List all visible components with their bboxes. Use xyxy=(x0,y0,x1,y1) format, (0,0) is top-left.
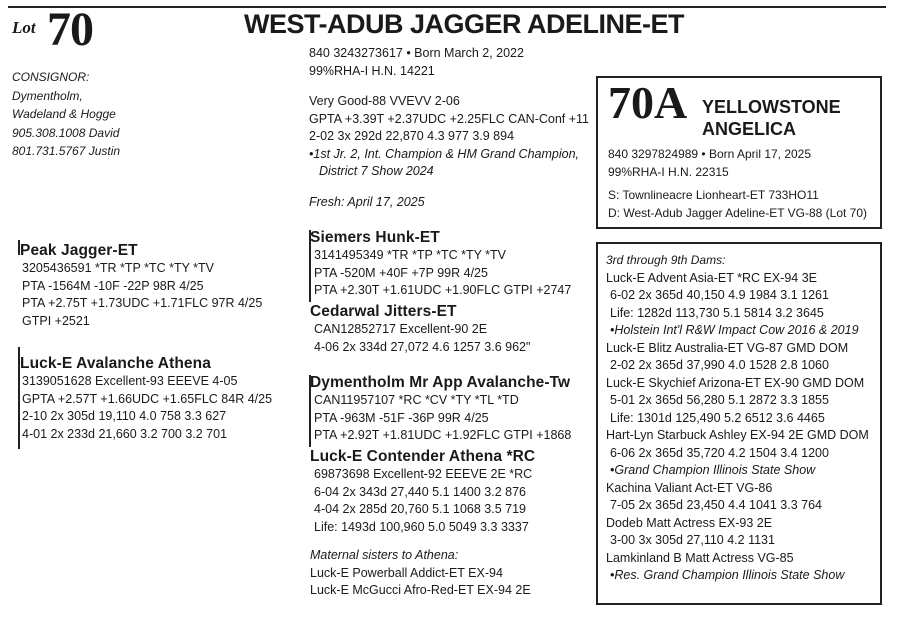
lot-70a-dam: D: West-Adub Jagger Adeline-ET VG-88 (Lot 70) xyxy=(608,205,868,220)
siemers-line: PTA -520M +40F +7P 99R 4/25 xyxy=(314,265,488,280)
page-title: WEST-ADUB JAGGER ADELINE-ET xyxy=(244,9,685,39)
sire-name: Peak Jagger-ET xyxy=(20,242,138,259)
lot-70a-details xyxy=(608,146,867,222)
lot-number: 70 xyxy=(47,3,93,56)
maternal-sisters xyxy=(310,547,531,600)
dam-line: 4-01 2x 233d 21,660 3.2 700 3.2 701 xyxy=(22,426,228,441)
dam-record-line: 3-00 3x 305d 27,110 4.2 1131 xyxy=(610,533,775,547)
cedarwal-line: CAN12852717 Excellent-90 2E xyxy=(314,322,488,336)
dam-record-line: Life: 1301d 125,490 5.2 6512 3.6 4465 xyxy=(610,410,825,425)
lot-70a-name xyxy=(702,96,841,140)
award: •1st Jr. 2, Int. Champion & HM Grand Champion, xyxy=(309,146,579,161)
dam-name-line: Dodeb Matt Actress EX-93 2E xyxy=(606,515,773,530)
cedarwal-line: 4-06 2x 334d 27,072 4.6 1257 3.6 962" xyxy=(314,339,531,354)
siemers-name: Siemers Hunk-ET xyxy=(310,229,440,246)
top-rule xyxy=(8,6,886,8)
contender-line: 4-04 2x 285d 20,760 5.1 1068 3.5 719 xyxy=(314,502,526,516)
lot-70a-name-line2: ANGELICA xyxy=(702,119,796,139)
dam-name-line: Kachina Valiant Act-ET VG-86 xyxy=(606,480,773,495)
dam-award-line: •Holstein Int'l R&W Impact Cow 2016 & 2019 xyxy=(610,323,859,337)
siemers-line: 3141495349 *TR *TP *TC *TY *TV xyxy=(314,248,506,262)
sire-block xyxy=(20,242,262,330)
dam-line: GPTA +2.57T +1.66UDC +1.65FLC 84R 4/25 xyxy=(22,391,273,406)
dymentholm-name: Dymentholm Mr App Avalanche-Tw xyxy=(310,374,571,391)
dams-list xyxy=(606,252,869,585)
dam-record-line: 2-02 2x 365d 37,990 4.0 1528 2.8 1060 xyxy=(610,358,829,372)
dymentholm-line: PTA +2.92T +1.81UDC +1.92FLC GTPI +1868 xyxy=(314,428,572,442)
sister-entry: Luck-E Powerball Addict-ET EX-94 xyxy=(310,565,503,580)
lot-label: Lot xyxy=(12,18,36,37)
contender-line: 69873698 Excellent-92 EEEVE 2E *RC xyxy=(314,467,533,481)
dam-name-line: Luck-E Advent Asia-ET *RC EX-94 3E xyxy=(606,270,817,285)
consignor-name: Wadeland & Hogge xyxy=(12,107,116,121)
dymentholm-line: PTA -963M -51F -36P 99R 4/25 xyxy=(314,410,489,425)
dam-name-line: Lamkinland B Matt Actress VG-85 xyxy=(606,550,794,565)
dam-record-line: 6-02 2x 365d 40,150 4.9 1984 3.1 1261 xyxy=(610,288,829,302)
dam-name-line: Luck-E Skychief Arizona-ET EX-90 GMD DOM xyxy=(606,375,865,390)
consignor-phone: 905.308.1008 David xyxy=(12,125,120,140)
dam-block xyxy=(20,355,272,443)
lot-70a-reg: 840 3297824989 • Born April 17, 2025 xyxy=(608,147,812,161)
dymentholm-line: CAN11957107 *RC *CV *TY *TL *TD xyxy=(314,393,519,407)
classification: Very Good-88 VVEVV 2-06 xyxy=(309,94,460,108)
contender-line: Life: 1493d 100,960 5.0 5049 3.3 3337 xyxy=(314,519,529,534)
gpta: GPTA +3.39T +2.37UDC +2.25FLC CAN-Conf +11 xyxy=(309,111,590,126)
contender-block xyxy=(310,448,535,536)
dymentholm-block xyxy=(310,374,571,445)
consignor-phone: 801.731.5767 Justin xyxy=(12,144,121,158)
consignor-name: Dymentholm, xyxy=(12,88,83,103)
dam-record-line: 5-01 2x 365d 56,280 5.1 2872 3.3 1855 xyxy=(610,393,829,407)
contender-name: Luck-E Contender Athena *RC xyxy=(310,448,536,465)
main-details xyxy=(309,45,524,80)
dam-record-line: 6-06 2x 365d 35,720 4.2 1504 3.4 1200 xyxy=(610,445,829,460)
consignor-block xyxy=(12,68,120,161)
sister-entry: Luck-E McGucci Afro-Red-ET EX-94 2E xyxy=(310,583,531,597)
dam-record-line: 7-05 2x 365d 23,450 4.4 1041 3.3 764 xyxy=(610,498,822,512)
dam-award-line: •Grand Champion Illinois State Show xyxy=(610,463,816,477)
lot-70a-name-line1: YELLOWSTONE xyxy=(702,97,841,117)
siemers-line: PTA +2.30T +1.61UDC +1.90FLC GTPI +2747 xyxy=(314,283,572,297)
sisters-label: Maternal sisters to Athena: xyxy=(310,548,459,562)
cedarwal-block xyxy=(310,303,530,356)
dam-name-line: Luck-E Blitz Australia-ET VG-87 GMD DOM xyxy=(606,340,849,355)
rha: 99%RHA-I H.N. 14221 xyxy=(309,63,435,78)
lot-70a-sire: S: Townlineacre Lionheart-ET 733HO11 xyxy=(608,188,819,202)
siemers-block xyxy=(310,229,571,300)
award: District 7 Show 2024 xyxy=(319,164,434,178)
dam-line: 2-10 2x 305d 19,110 4.0 758 3.3 627 xyxy=(22,409,227,423)
dams-heading: 3rd through 9th Dams: xyxy=(606,253,726,267)
contender-line: 6-04 2x 343d 27,440 5.1 1400 3.2 876 xyxy=(314,484,526,499)
dam-name: Luck-E Avalanche Athena xyxy=(20,355,211,372)
record: 2-02 3x 292d 22,870 4.3 977 3.9 894 xyxy=(309,129,515,143)
dam-line: 3139051628 Excellent-93 EEEVE 4-05 xyxy=(22,374,238,388)
dam-name-line: Hart-Lyn Starbuck Ashley EX-94 2E GMD DOM xyxy=(606,428,869,442)
dam-award-line: •Res. Grand Champion Illinois State Show xyxy=(610,568,845,582)
cedarwal-name: Cedarwal Jitters-ET xyxy=(310,303,457,320)
dam-record-line: Life: 1282d 113,730 5.1 5814 3.2 3645 xyxy=(610,305,824,320)
consignor-label: CONSIGNOR: xyxy=(12,70,90,84)
lot-70a-number: 70A xyxy=(608,77,688,128)
fresh-date: Fresh: April 17, 2025 xyxy=(309,195,425,209)
sire-line: 3205436591 *TR *TP *TC *TY *TV xyxy=(22,261,214,275)
sire-line: GTPI +2521 xyxy=(22,313,90,328)
sire-line: PTA -1564M -10F -22P 98R 4/25 xyxy=(22,278,204,293)
lot-70a-rha: 99%RHA-I H.N. 22315 xyxy=(608,164,729,179)
sire-line: PTA +2.75T +1.73UDC +1.71FLC 97R 4/25 xyxy=(22,296,263,310)
main-performance xyxy=(309,93,589,181)
registration: 840 3243273617 • Born March 2, 2022 xyxy=(309,46,524,60)
